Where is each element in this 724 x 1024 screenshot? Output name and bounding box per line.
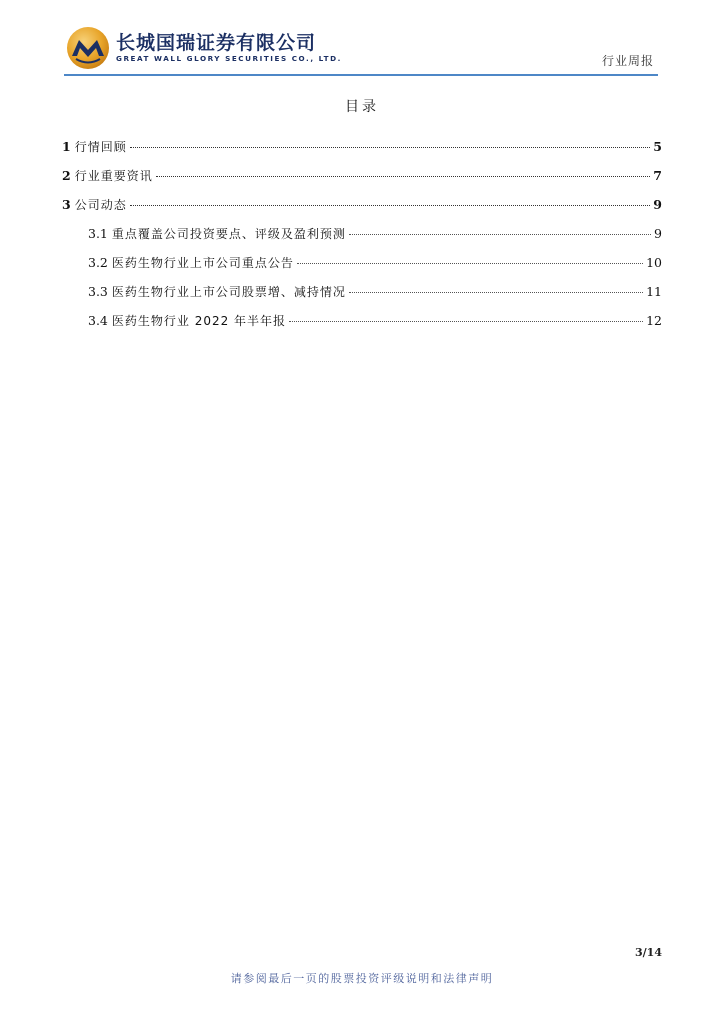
toc-entry[interactable] xyxy=(62,167,662,196)
toc-entry-number: 3 xyxy=(62,197,71,212)
toc-entry-number: 2 xyxy=(62,168,71,183)
toc-subentry[interactable] xyxy=(62,283,662,312)
toc-leader-dots xyxy=(297,263,643,264)
toc-entry-page: 10 xyxy=(646,255,662,270)
toc-subentry[interactable] xyxy=(62,225,662,254)
toc-subentry[interactable] xyxy=(62,312,662,341)
page-number: 3/14 xyxy=(635,946,662,959)
page-header xyxy=(62,22,660,76)
toc-entry-page: 12 xyxy=(646,313,662,328)
footer-disclaimer: 请参阅最后一页的股票投资评级说明和法律声明 xyxy=(230,972,494,985)
toc-entry-number: 1 xyxy=(62,139,71,154)
toc-entry-number: 3.1 xyxy=(88,226,108,241)
report-type-label: 行业周报 xyxy=(601,54,654,68)
toc-entry-page: 11 xyxy=(646,284,662,299)
toc-leader-dots xyxy=(156,176,651,177)
header-divider xyxy=(64,74,658,76)
toc-entry-label: 公司动态 xyxy=(74,198,127,212)
toc-entry-number: 3.2 xyxy=(88,255,108,270)
toc-entry-label: 医药生物行业上市公司重点公告 xyxy=(111,256,294,270)
toc-entry-number: 3.3 xyxy=(88,284,108,299)
toc-entry[interactable] xyxy=(62,196,662,225)
company-logo-icon xyxy=(66,26,110,70)
toc-leader-dots xyxy=(349,234,651,235)
toc-leader-dots xyxy=(130,205,651,206)
toc-leader-dots xyxy=(289,321,643,322)
toc-subentry[interactable] xyxy=(62,254,662,283)
toc-leader-dots xyxy=(130,147,651,148)
toc-entry-label: 医药生物行业 2022 年半年报 xyxy=(111,314,287,328)
toc-entry[interactable] xyxy=(62,138,662,167)
toc-leader-dots xyxy=(349,292,643,293)
company-name-en: GREAT WALL GLORY SECURITIES CO., LTD. xyxy=(116,54,342,63)
toc-entry-page: 5 xyxy=(653,139,662,154)
toc-entry-page: 7 xyxy=(653,168,662,183)
toc-entry-number: 3.4 xyxy=(88,313,108,328)
toc-entry-label: 行业重要资讯 xyxy=(74,169,153,183)
toc-entry-label: 医药生物行业上市公司股票增、减持情况 xyxy=(111,285,346,299)
toc-entry-page: 9 xyxy=(653,197,662,212)
toc-entry-label: 行情回顾 xyxy=(74,140,127,154)
toc-title: 目录 xyxy=(345,99,379,115)
table-of-contents xyxy=(62,138,662,341)
company-name-cn: 长城国瑞证券有限公司 xyxy=(116,32,317,54)
toc-entry-label: 重点覆盖公司投资要点、评级及盈利预测 xyxy=(111,227,346,241)
toc-entry-page: 9 xyxy=(654,226,662,241)
